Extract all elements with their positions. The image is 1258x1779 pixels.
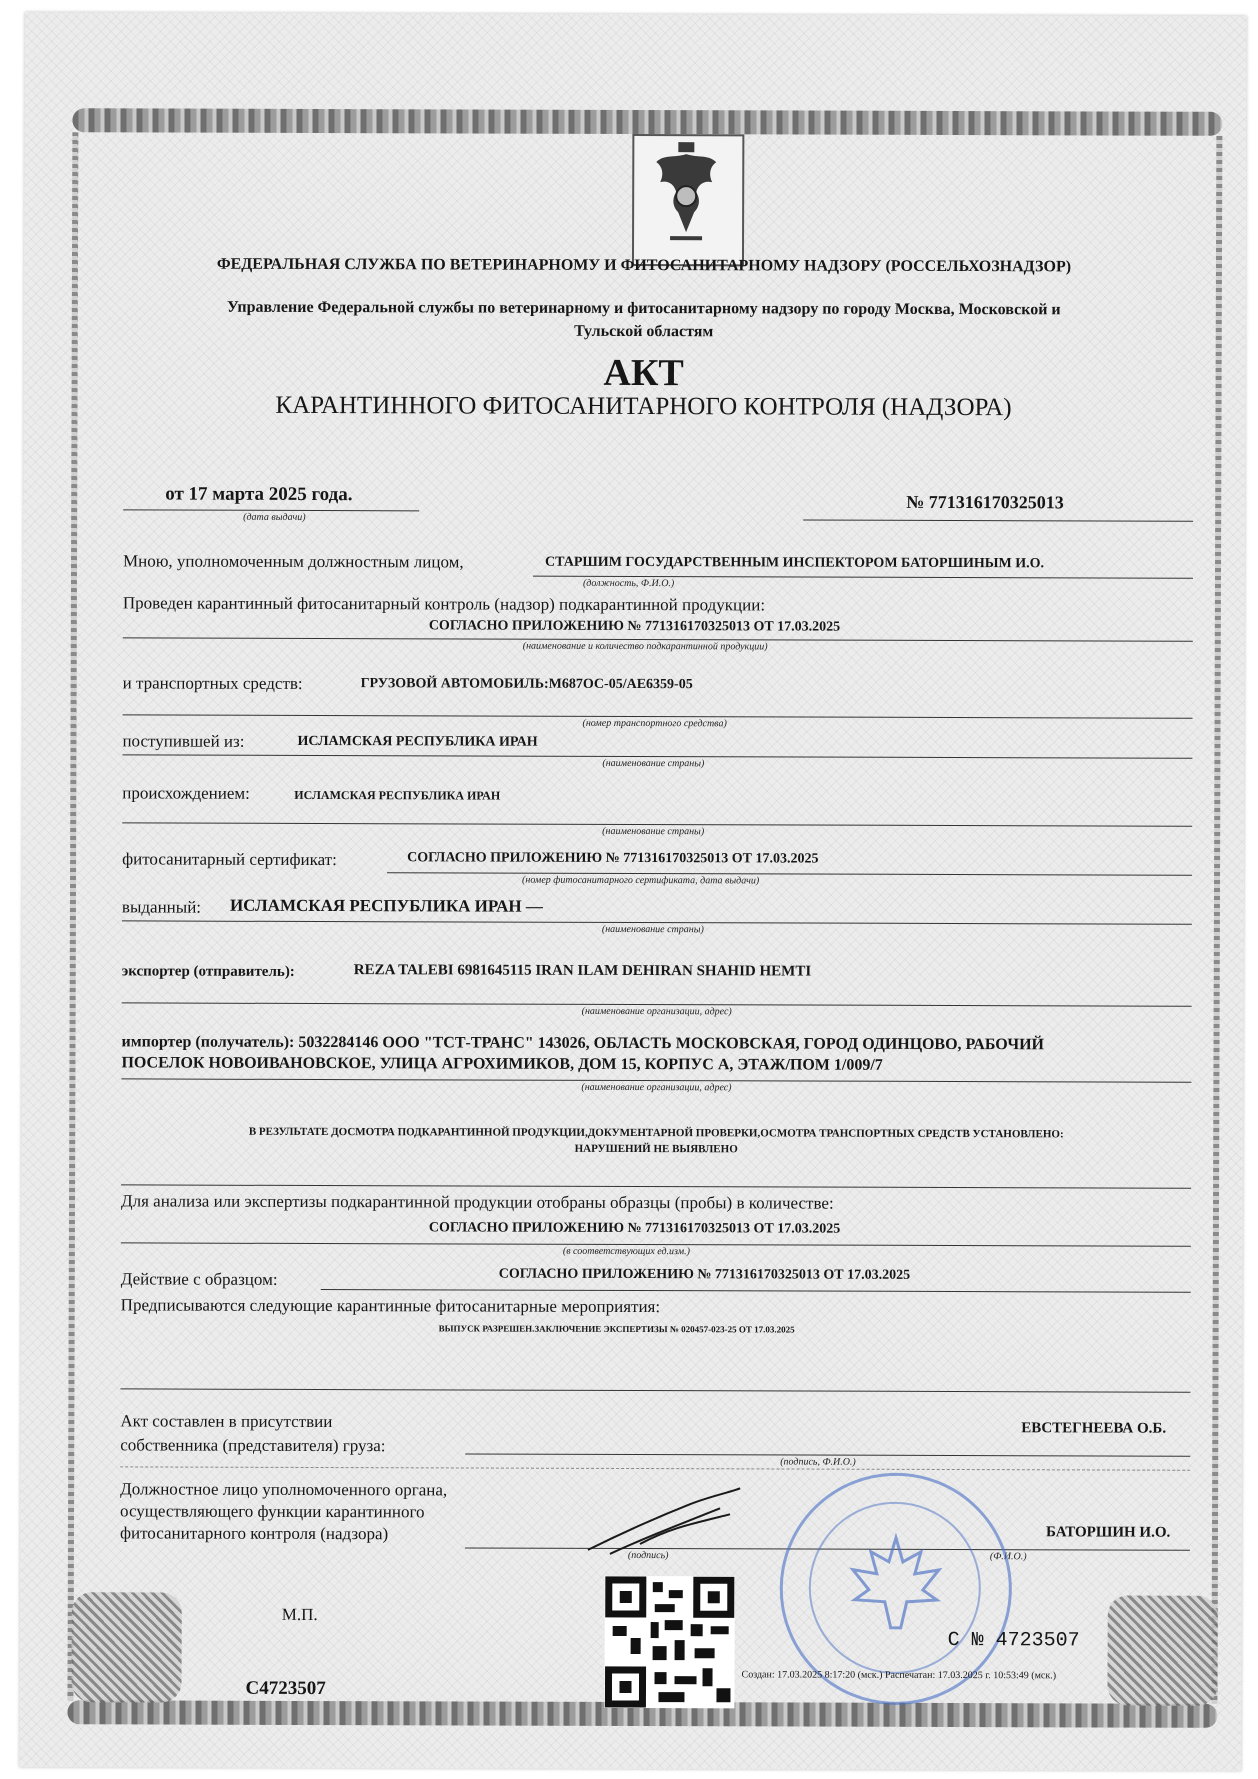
ornament-border-right xyxy=(1211,136,1222,1704)
serial-number-left: С4723507 xyxy=(245,1677,326,1700)
transport-hint: (номер транспортного средства) xyxy=(582,717,727,730)
issued-value: ИСЛАМСКАЯ РЕСПУБЛИКА ИРАН — xyxy=(229,895,543,916)
owner-hint: (подпись, Ф.И.О.) xyxy=(780,1456,856,1468)
ornament-corner-bottom-left xyxy=(71,1592,181,1702)
handwritten-signature xyxy=(580,1484,750,1565)
inspector-label: Мною, уполномоченным должностным лицом, xyxy=(123,551,464,572)
official-label-line1: Должностное лицо уполномоченного органа, xyxy=(120,1479,448,1500)
sample-action-value: СОГЛАСНО ПРИЛОЖЕНИЮ № 771316170325013 ОТ 17.03.2025 xyxy=(498,1266,911,1283)
document-sheet xyxy=(19,12,1247,1771)
act-date: от 17 марта 2025 года. xyxy=(165,483,353,506)
issued-hint: (наименование страны) xyxy=(601,923,704,936)
samples-hint: (в соответствующих ед.изм.) xyxy=(562,1245,690,1258)
origin-hint: (наименование страны) xyxy=(602,825,705,838)
agency-name: ФЕДЕРАЛЬНАЯ СЛУЖБА ПО ВЕТЕРИНАРНОМУ И ФИТОСАНИТАРНОМУ НАДЗОРУ (РОССЕЛЬХОЗНАДЗОР) xyxy=(216,255,1072,276)
created-printed-timestamps: Создан: 17.03.2025 8:17:20 (мск.) Распечатан: 17.03.2025 г. 10:53:49 (мск.) xyxy=(741,1669,1057,1682)
measures-underline xyxy=(120,1388,1190,1392)
measures-value: ВЫПУСК РАЗРЕШЕН.ЗАКЛЮЧЕНИЕ ЭКСПЕРТИЗЫ № 020457-023-25 ОТ 17.03.2025 xyxy=(438,1323,795,1335)
issued-label: выданный: xyxy=(121,897,202,917)
samples-label: Для анализа или экспертизы подкарантинной продукции отобраны образцы (пробы) в количестве: xyxy=(120,1191,834,1213)
owner-label-line1: Акт составлен в присутствии xyxy=(120,1411,333,1432)
control-value: СОГЛАСНО ПРИЛОЖЕНИЮ № 771316170325013 ОТ 17.03.2025 xyxy=(428,618,841,635)
certificate-underline xyxy=(387,872,1192,876)
inspector-hint: (должность, Ф.И.О.) xyxy=(582,577,675,590)
owner-name: ЕВСТЕГНЕЕВА О.Б. xyxy=(1021,1420,1167,1437)
exporter-hint: (наименование организации, адрес) xyxy=(581,1005,732,1018)
qr-code-icon xyxy=(604,1576,734,1708)
sign-hint: (подпись) xyxy=(627,1549,669,1562)
certificate-hint: (номер фитосанитарного сертификата, дата выдачи) xyxy=(522,874,760,887)
from-value: ИСЛАМСКАЯ РЕСПУБЛИКА ИРАН xyxy=(297,733,538,750)
department-name-line2: Тульской областям xyxy=(574,322,714,341)
name-hint: (Ф.И.О.) xyxy=(989,1551,1027,1563)
importer-line1: импортер (получатель): 5032284146 ООО "ТСТ-ТРАНС" 143026, ОБЛАСТЬ МОСКОВСКАЯ, ГОРОД ОДИНЦОВО, РАБОЧИЙ xyxy=(121,1033,1045,1054)
coat-of-arms-icon xyxy=(632,134,744,266)
control-label: Проведен карантинный фитосанитарный контроль (надзор) подкарантинной продукции: xyxy=(122,593,766,615)
result-underline xyxy=(121,1184,1191,1188)
ornament-border-left xyxy=(67,132,78,1700)
exporter-value: REZA TALEBI 6981645115 IRAN ILAM DEHIRAN SHAHID HEMTI xyxy=(353,962,812,980)
seal-place-label: М.П. xyxy=(281,1604,318,1625)
official-name: БАТОРШИН И.О. xyxy=(1045,1524,1171,1541)
owner-dashed-separator xyxy=(120,1466,1190,1470)
inspection-result-line1: В РЕЗУЛЬТАТЕ ДОСМОТРА ПОДКАРАНТИННОЙ ПРОДУКЦИИ,ДОКУМЕНТАРНОЙ ПРОВЕРКИ,ОСМОТРА ТРАНСПОРТНЫХ СРЕДСТВ УСТАНОВЛЕНО: xyxy=(248,1125,1064,1141)
official-label-line3: фитосанитарного контроля (надзора) xyxy=(119,1523,389,1544)
serial-number-right: С № 4723507 xyxy=(947,1628,1080,1653)
ornament-corner-bottom-right xyxy=(1107,1595,1217,1705)
samples-value: СОГЛАСНО ПРИЛОЖЕНИЮ № 771316170325013 ОТ 17.03.2025 xyxy=(428,1220,841,1237)
department-name-line1: Управление Федеральной службы по ветеринарному и фитосанитарному надзору по городу Москва, Московской и xyxy=(226,298,1061,319)
from-hint: (наименование страны) xyxy=(602,757,705,770)
exporter-label: экспортер (отправитель): xyxy=(121,963,295,980)
certificate-value: СОГЛАСНО ПРИЛОЖЕНИЮ № 771316170325013 ОТ 17.03.2025 xyxy=(407,850,819,867)
ornament-border-top xyxy=(72,108,1222,136)
measures-label: Предписываются следующие карантинные фитосанитарные мероприятия: xyxy=(120,1295,661,1317)
control-hint: (наименование и количество подкарантинной продукции) xyxy=(522,640,768,653)
certificate-label: фитосанитарный сертификат: xyxy=(122,849,337,870)
owner-label-line2: собственника (представителя) груза: xyxy=(120,1435,386,1456)
act-number: № 771316170325013 xyxy=(906,491,1064,513)
from-label: поступившей из: xyxy=(122,731,245,751)
date-hint: (дата выдачи) xyxy=(243,511,306,523)
sample-action-underline xyxy=(321,1289,1191,1293)
inspector-value: СТАРШИМ ГОСУДАРСТВЕННЫМ ИНСПЕКТОРОМ БАТОРШИНЫМ И.О. xyxy=(545,554,1045,572)
origin-value: ИСЛАМСКАЯ РЕСПУБЛИКА ИРАН xyxy=(294,787,501,803)
importer-hint: (наименование организации, адрес) xyxy=(581,1081,732,1094)
document-subtitle: КАРАНТИННОГО ФИТОСАНИТАРНОГО КОНТРОЛЯ (НАДЗОРА) xyxy=(275,391,1012,422)
maple-leaf-icon xyxy=(841,1530,951,1640)
inspection-result-line2: НАРУШЕНИЙ НЕ ВЫЯВЛЕНО xyxy=(574,1142,738,1156)
sample-action-label: Действие с образцом: xyxy=(120,1269,278,1289)
official-label-line2: осуществляющего функции карантинного xyxy=(120,1501,425,1522)
importer-line2: ПОСЕЛОК НОВОИВАНОВСКОЕ, УЛИЦА АГРОХИМИКОВ, ДОМ 15, КОРПУС А, ЭТАЖ/ПОМ 1/009/7 xyxy=(121,1054,883,1074)
origin-label: происхождением: xyxy=(122,783,250,803)
document-type: АКТ xyxy=(603,351,684,395)
transport-label: и транспортных средств: xyxy=(122,673,303,693)
transport-value: ГРУЗОВОЙ АВТОМОБИЛЬ:М687ОС-05/АЕ6359-05 xyxy=(360,676,693,693)
number-underline xyxy=(803,520,1193,522)
